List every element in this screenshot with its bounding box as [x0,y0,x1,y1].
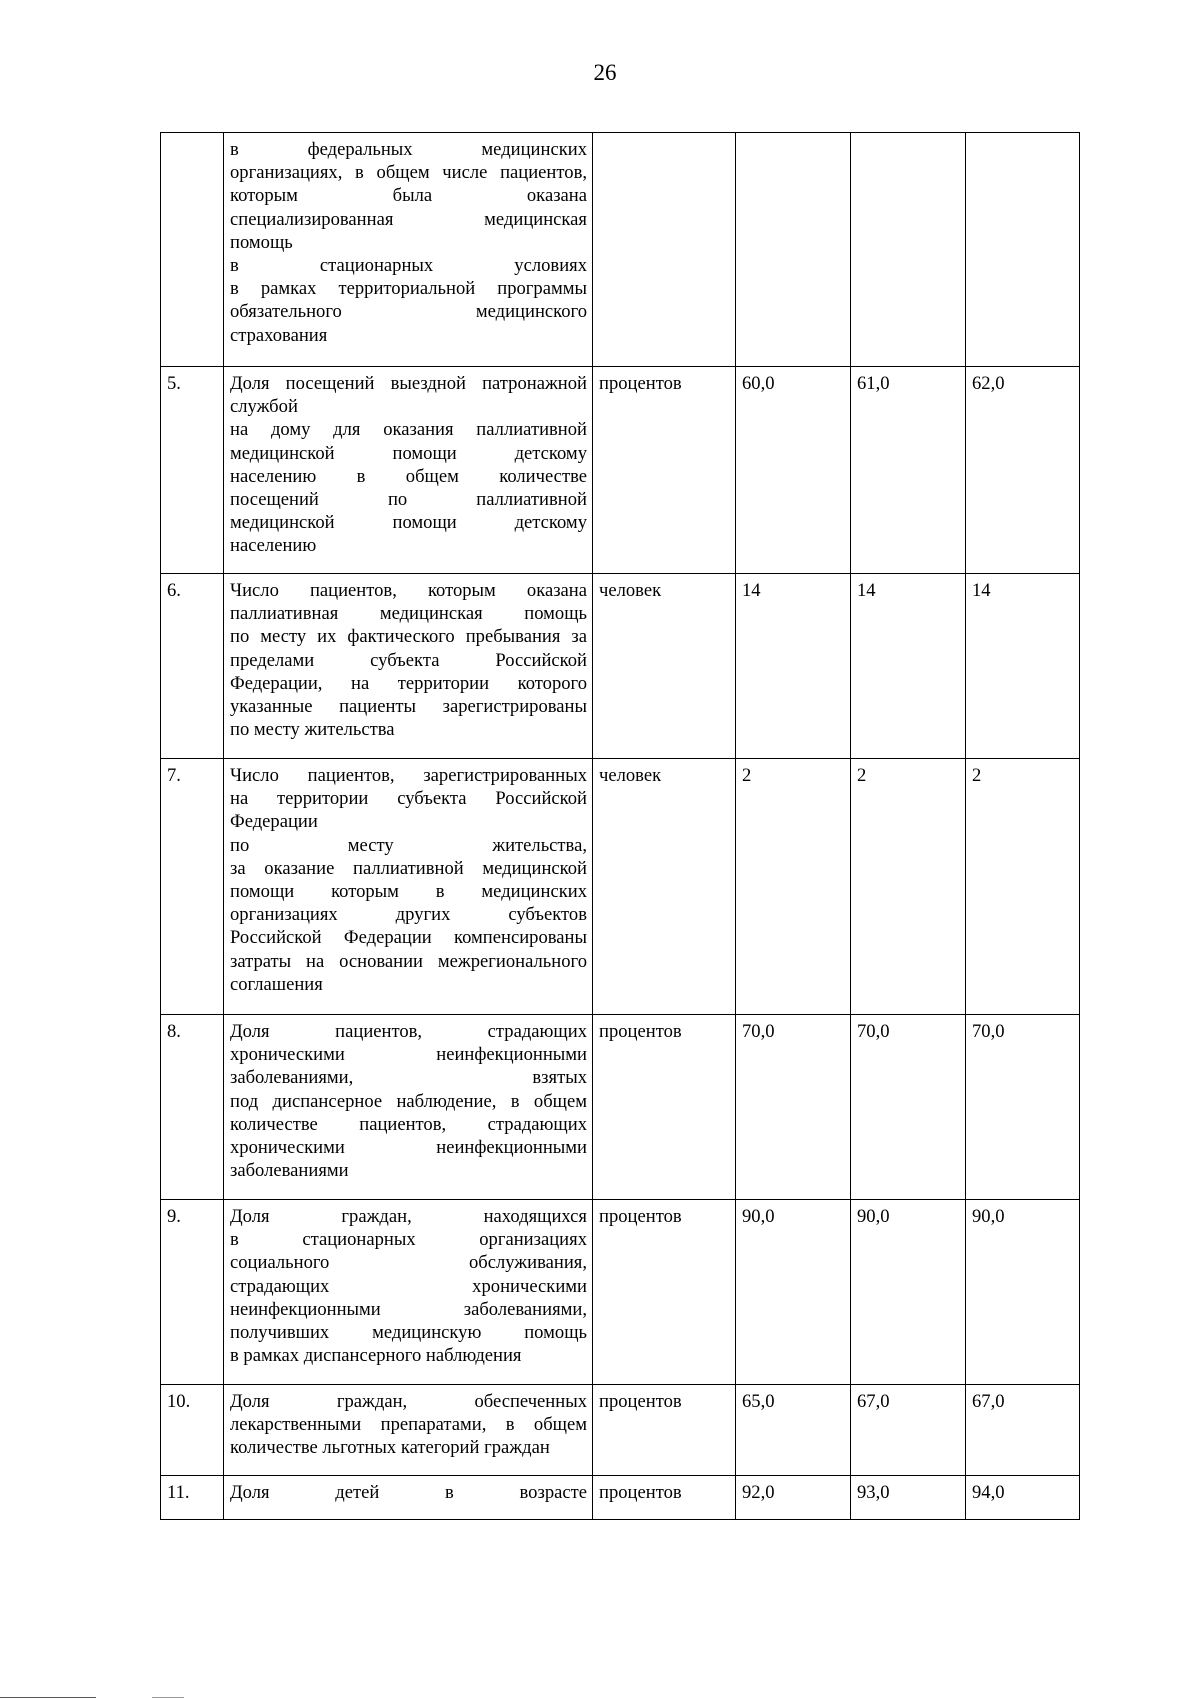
indicator-name-line: Число пациентов, которым оказана [230,580,587,601]
value-cell-1 [736,133,851,367]
indicator-name [224,574,593,759]
unit-cell: человек [593,759,736,1015]
indicator-name-line: Федерации [230,811,318,833]
indicator-name-line: населению в общем количестве [230,465,587,487]
table-row [161,133,1080,367]
indicator-name-line: по месту их фактического пребывания за [230,626,587,648]
indicator-name-line: лекарственными препаратами, в общем [230,1414,587,1436]
indicator-name-line: неинфекционными заболеваниями, [230,1298,587,1320]
table-row [161,1476,1080,1520]
indicator-name-line: страхования [230,324,328,346]
indicator-name-line: хроническими неинфекционными [230,1137,587,1159]
indicator-name-line: Доля граждан, находящихся [230,1206,587,1227]
indicators-table [160,132,1080,1520]
indicator-name [224,367,593,574]
value-cell-2: 90,0 [851,1200,966,1385]
indicator-name-line: службой [230,396,298,418]
indicator-name-line: помощи которым в медицинских [230,881,587,903]
indicator-name [224,1200,593,1385]
value-cell-1: 14 [736,574,851,759]
indicator-name-line: организациях, в общем числе пациентов, [230,162,587,184]
row-number: 6. [161,574,224,759]
value-cell-1: 92,0 [736,1476,851,1520]
indicator-name-line: медицинской помощи детскому [230,442,587,464]
indicator-name [224,133,593,367]
value-cell-2 [851,133,966,367]
indicator-name-line: хроническими неинфекционными [230,1044,587,1066]
unit-cell: человек [593,574,736,759]
indicator-name-line: организациях других субъектов [230,904,587,926]
row-number: 5. [161,367,224,574]
indicator-name-line: получивших медицинскую помощь [230,1322,587,1344]
table-row [161,1015,1080,1200]
indicator-name [224,759,593,1015]
indicator-name-line: по месту жительства, [230,834,587,856]
unit-cell: процентов [593,1476,736,1520]
indicator-name-line: посещений по паллиативной [230,489,587,511]
value-cell-1: 70,0 [736,1015,851,1200]
value-cell-2: 61,0 [851,367,966,574]
indicator-name-line: на территории субъекта Российской [230,788,587,810]
value-cell-3: 2 [966,759,1080,1015]
indicator-name-line: паллиативная медицинская помощь [230,603,587,625]
value-cell-2: 14 [851,574,966,759]
value-cell-1: 65,0 [736,1385,851,1476]
value-cell-3: 62,0 [966,367,1080,574]
value-cell-3: 67,0 [966,1385,1080,1476]
indicator-name-line: медицинской помощи детскому [230,512,587,534]
value-cell-2: 67,0 [851,1385,966,1476]
indicator-name-line: Российской Федерации компенсированы [230,927,587,949]
table-row [161,759,1080,1015]
page-number: 26 [593,60,617,85]
indicator-name-line: Доля пациентов, страдающих [230,1021,587,1042]
indicator-name-line: под диспансерное наблюдение, в общем [230,1090,587,1112]
unit-cell: процентов [593,367,736,574]
indicator-name-line: пределами субъекта Российской [230,649,587,671]
value-cell-1: 90,0 [736,1200,851,1385]
value-cell-1: 2 [736,759,851,1015]
indicator-name-line: количестве пациентов, страдающих [230,1113,587,1135]
indicator-name [224,1476,593,1520]
indicator-name-line: затраты на основании межрегионального [230,950,587,972]
row-number: 9. [161,1200,224,1385]
row-number: 7. [161,759,224,1015]
indicator-name-line: помощь [230,231,293,253]
table-row [161,1385,1080,1476]
table-row [161,1200,1080,1385]
unit-cell: процентов [593,1200,736,1385]
value-cell-3: 94,0 [966,1476,1080,1520]
indicator-name-line: обязательного медицинского [230,301,587,323]
indicator-name-line: страдающих хроническими [230,1275,587,1297]
indicator-name-line: на дому для оказания паллиативной [230,419,587,441]
indicator-name-line: Число пациентов, зарегистрированных [230,765,587,786]
indicator-name-line: в стационарных организациях [230,1229,587,1251]
indicator-name-line: Федерации, на территории которого [230,672,587,694]
scan-edge-mark [0,1697,96,1698]
value-cell-1: 60,0 [736,367,851,574]
indicator-name-line: за оказание паллиативной медицинской [230,857,587,879]
unit-cell: процентов [593,1385,736,1476]
indicator-name-line: которым была оказана [230,185,587,207]
row-number: 10. [161,1385,224,1476]
indicator-name-line: указанные пациенты зарегистрированы [230,696,587,718]
indicator-name-line: в стационарных условиях [230,255,587,277]
unit-cell: процентов [593,1015,736,1200]
indicator-name-line: заболеваниями [230,1160,349,1182]
indicator-name-line: Доля детей в возрасте [230,1482,587,1503]
row-number [161,133,224,367]
indicator-name-line: Доля граждан, обеспеченных [230,1391,587,1412]
value-cell-3: 70,0 [966,1015,1080,1200]
row-number: 11. [161,1476,224,1520]
indicator-name-line: в рамках диспансерного наблюдения [230,1345,522,1367]
value-cell-3 [966,133,1080,367]
indicator-name-line: в федеральных медицинских [230,139,587,160]
scan-edge-mark [152,1697,184,1698]
indicator-name-line: населению [230,535,317,557]
indicator-name-line: специализированная медицинская [230,208,587,230]
unit-cell [593,133,736,367]
indicator-name-line: заболеваниями, взятых [230,1067,587,1089]
indicator-name-line: количестве льготных категорий граждан [230,1437,550,1459]
value-cell-2: 93,0 [851,1476,966,1520]
value-cell-3: 90,0 [966,1200,1080,1385]
indicator-name-line: по месту жительства [230,719,395,741]
value-cell-2: 70,0 [851,1015,966,1200]
indicator-name-line: соглашения [230,973,323,995]
row-number: 8. [161,1015,224,1200]
indicator-name [224,1385,593,1476]
indicator-name-line: Доля посещений выездной патронажной [230,373,587,394]
indicator-name [224,1015,593,1200]
indicator-name-line: в рамках территориальной программы [230,278,587,300]
table-row [161,574,1080,759]
table-row [161,367,1080,574]
value-cell-2: 2 [851,759,966,1015]
value-cell-3: 14 [966,574,1080,759]
indicator-name-line: социального обслуживания, [230,1252,587,1274]
